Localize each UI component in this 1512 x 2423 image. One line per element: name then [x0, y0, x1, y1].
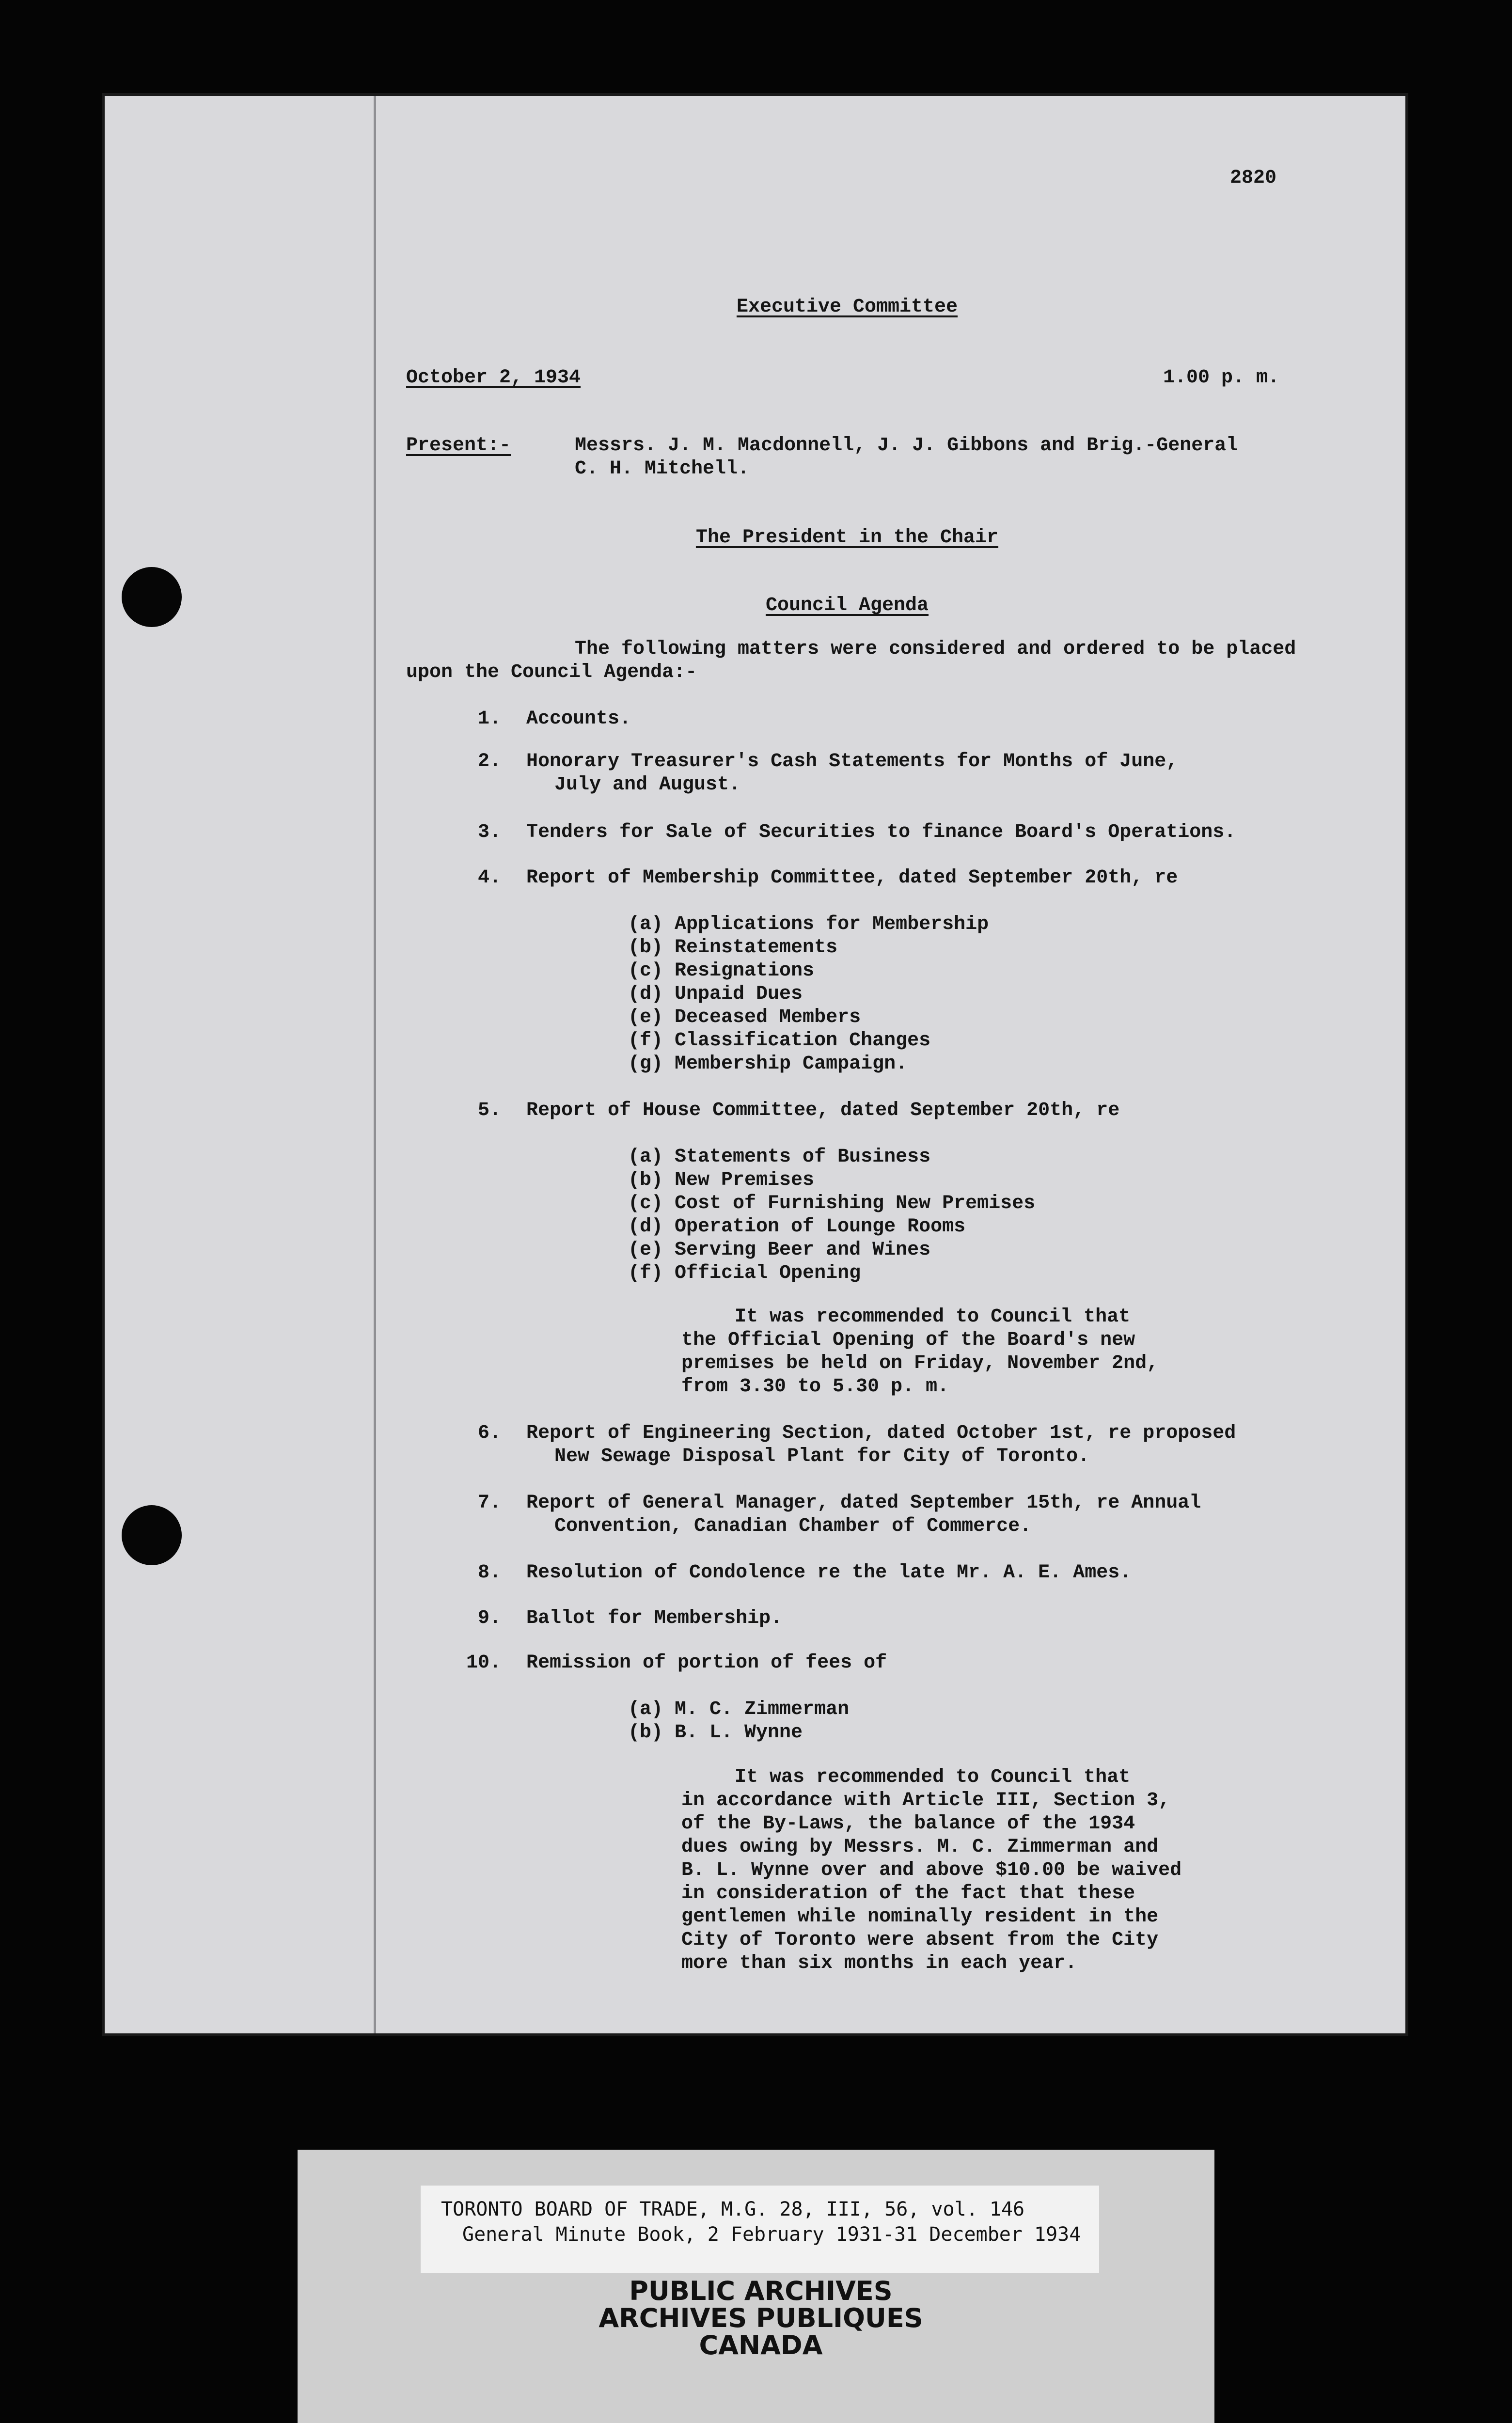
margin-line — [374, 96, 376, 2033]
recommendation-line: the Official Opening of the Board's new — [681, 1329, 1135, 1351]
intro-line-1: The following matters were considered and ordered to be placed — [575, 638, 1296, 660]
recommendation-line: premises be held on Friday, November 2nd, — [681, 1353, 1159, 1374]
sub-item: (g) Membership Campaign. — [628, 1053, 908, 1075]
sub-item: (c) Cost of Furnishing New Premises — [628, 1193, 1036, 1214]
recommendation-line: City of Toronto were absent from the City — [681, 1929, 1159, 1951]
sub-item: (e) Deceased Members — [628, 1007, 861, 1028]
section-title: Council Agenda — [765, 595, 929, 616]
agenda-item: Accounts. — [526, 708, 631, 730]
meeting-time: 1.00 p. m. — [1163, 367, 1279, 389]
item-number: 8. — [477, 1562, 501, 1584]
sub-item: (a) Applications for Membership — [628, 913, 989, 935]
present-line-1: Messrs. J. M. Macdonnell, J. J. Gibbons and Brig.-General — [575, 435, 1238, 456]
present-label: Present:- — [406, 435, 511, 456]
punch-hole-top — [122, 567, 182, 627]
item-number: 4. — [477, 867, 501, 889]
item-number: 7. — [477, 1492, 501, 1514]
item-number: 1. — [477, 708, 501, 730]
sub-item: (b) B. L. Wynne — [628, 1722, 803, 1744]
recommendation-line: B. L. Wynne over and above $10.00 be waived — [681, 1859, 1182, 1881]
item-number: 10. — [466, 1652, 501, 1674]
agenda-item: Honorary Treasurer's Cash Statements for Months of June, — [526, 751, 1178, 772]
document-page — [105, 96, 1405, 2033]
page-number: 2820 — [1229, 167, 1276, 189]
item-number: 5. — [477, 1100, 501, 1121]
stamp-line: ARCHIVES PUBLIQUES — [598, 2303, 923, 2333]
agenda-item: Report of Membership Committee, dated September 20th, re — [526, 867, 1178, 889]
item-number: 2. — [477, 751, 501, 772]
archive-reference-line-1: TORONTO BOARD OF TRADE, M.G. 28, III, 56, vol. 146 — [441, 2198, 1025, 2220]
recommendation-line: in accordance with Article III, Section 3, — [681, 1790, 1170, 1811]
sub-item: (b) New Premises — [628, 1169, 815, 1191]
recommendation-line: It was recommended to Council that — [735, 1306, 1131, 1328]
recommendation-line: in consideration of the fact that these — [681, 1883, 1135, 1904]
item-number: 3. — [477, 821, 501, 843]
agenda-item: Remission of portion of fees of — [526, 1652, 887, 1674]
sub-item: (f) Classification Changes — [628, 1030, 931, 1052]
stamp-line: PUBLIC ARCHIVES — [629, 2276, 893, 2306]
agenda-item: Report of House Committee, dated September 20th, re — [526, 1100, 1120, 1121]
recommendation-line: more than six months in each year. — [681, 1952, 1077, 1974]
sub-item: (f) Official Opening — [628, 1262, 861, 1284]
recommendation-line: of the By-Laws, the balance of the 1934 — [681, 1813, 1135, 1835]
item-number: 9. — [477, 1607, 501, 1629]
agenda-item: Report of Engineering Section, dated October 1st, re proposed — [526, 1422, 1236, 1444]
punch-hole-bottom — [122, 1505, 182, 1565]
sub-item: (d) Operation of Lounge Rooms — [628, 1216, 966, 1238]
committee-heading: Executive Committee — [736, 296, 958, 318]
archive-reference-label — [421, 2186, 1099, 2273]
archive-reference-line-2: General Minute Book, 2 February 1931-31 December 1934 — [462, 2223, 1081, 2246]
agenda-item: Report of General Manager, dated September 15th, re Annual — [526, 1492, 1201, 1514]
recommendation-line: It was recommended to Council that — [735, 1766, 1131, 1788]
sub-item: (b) Reinstatements — [628, 937, 838, 959]
agenda-item: Ballot for Membership. — [526, 1607, 783, 1629]
stamp-line: CANADA — [699, 2330, 823, 2360]
recommendation-line: dues owing by Messrs. M. C. Zimmerman and — [681, 1836, 1159, 1858]
sub-item: (e) Serving Beer and Wines — [628, 1239, 931, 1261]
minutes-text — [400, 96, 1294, 2033]
chair-heading: The President in the Chair — [695, 527, 999, 549]
item-number: 6. — [477, 1422, 501, 1444]
agenda-item: Resolution of Condolence re the late Mr. A. E. Ames. — [526, 1562, 1132, 1584]
agenda-item: Tenders for Sale of Securities to finance Board's Operations. — [526, 821, 1236, 843]
sub-item: (a) Statements of Business — [628, 1146, 931, 1168]
agenda-item-continued: July and August. — [554, 774, 741, 796]
intro-line-2: upon the Council Agenda:- — [406, 661, 697, 683]
agenda-item-continued: Convention, Canadian Chamber of Commerce. — [554, 1515, 1032, 1537]
present-line-2: C. H. Mitchell. — [575, 458, 750, 480]
recommendation-line: from 3.30 to 5.30 p. m. — [681, 1376, 949, 1398]
sub-item: (a) M. C. Zimmerman — [628, 1699, 850, 1720]
public-archives-stamp — [509, 2278, 1013, 2359]
recommendation-line: gentlemen while nominally resident in the — [681, 1906, 1159, 1928]
meeting-date: October 2, 1934 — [406, 367, 581, 389]
sub-item: (c) Resignations — [628, 960, 815, 982]
sub-item: (d) Unpaid Dues — [628, 983, 803, 1005]
agenda-item-continued: New Sewage Disposal Plant for City of Toronto. — [554, 1446, 1090, 1467]
